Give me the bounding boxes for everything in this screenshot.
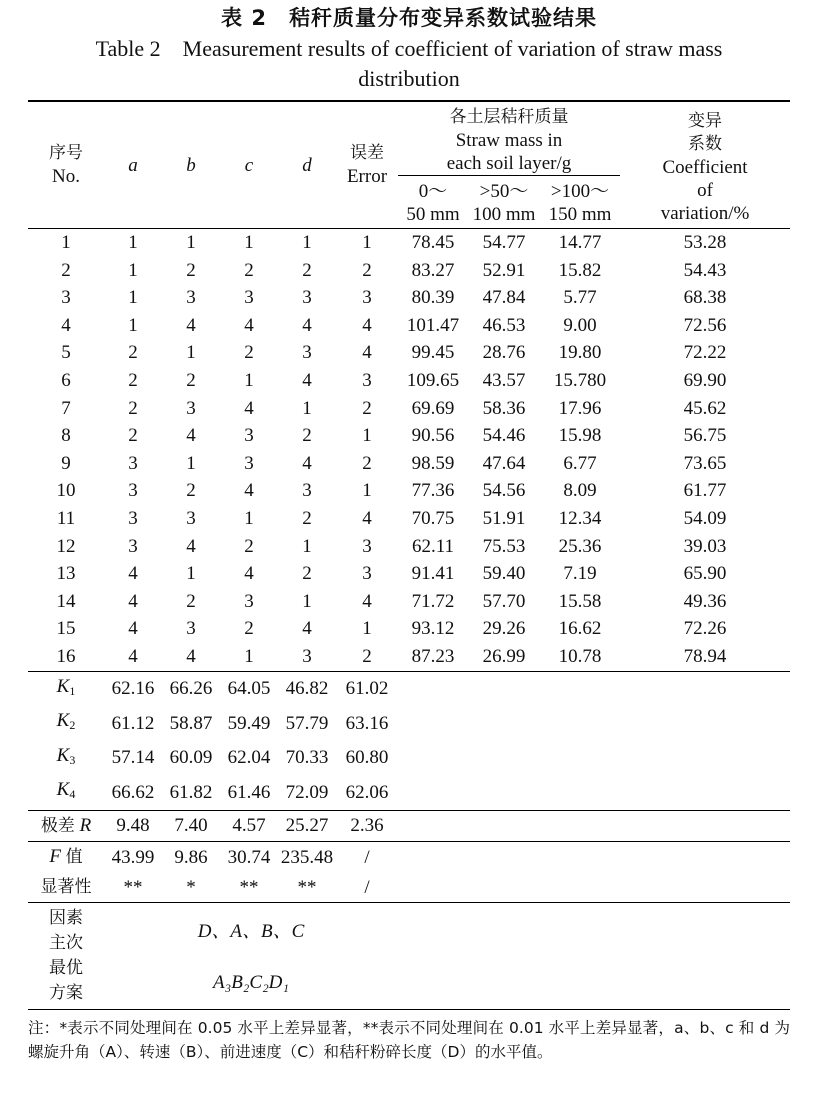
table-cell: 13 <box>56 563 76 585</box>
significance-row: 显著性 ** * ** ** / <box>28 873 790 903</box>
table-cell: 3 <box>302 287 312 309</box>
table-cell: 1 <box>362 232 372 253</box>
table-cell: 4 <box>186 535 196 557</box>
table-cell: 4 <box>128 563 138 585</box>
table-cell: 17.96 <box>558 397 602 419</box>
table-cell: 101.47 <box>406 314 460 336</box>
table-cell: 45.62 <box>683 397 727 419</box>
table-cell: 28.76 <box>482 342 526 364</box>
table-cell: 54.46 <box>482 425 526 447</box>
table-cell: 1 <box>362 480 372 502</box>
table-cell: 4 <box>244 563 254 585</box>
table-cell: 4 <box>128 645 138 667</box>
table-cell: 3 <box>128 480 138 502</box>
k-value: 66.26 <box>169 678 213 699</box>
table-cell: 2 <box>186 259 196 281</box>
table-cell: 72.56 <box>683 314 727 336</box>
table-cell: 14 <box>56 590 76 612</box>
table-cell: 1 <box>362 425 372 447</box>
table-cell: 3 <box>244 287 254 309</box>
table-cell: 2 <box>244 535 254 557</box>
table-cell: 15 <box>56 618 76 640</box>
table-cell: 1 <box>186 563 196 585</box>
table-cell: 3 <box>186 397 196 419</box>
table-cell: 2 <box>244 259 254 281</box>
data-rows <box>28 229 790 672</box>
table-cell: 4 <box>244 397 254 419</box>
k-value: 64.05 <box>227 678 271 699</box>
table-cell: 7.19 <box>563 563 597 585</box>
table-cell: 75.53 <box>482 535 526 557</box>
k-value: 62.04 <box>227 747 271 768</box>
table-cell: 3 <box>128 452 138 474</box>
optimal-scheme-row: 最优 方案 A₃B₂C₂D₁ <box>28 956 790 1010</box>
table-row <box>28 615 790 643</box>
table-cell: 1 <box>244 369 254 391</box>
factor-order-row: 因素 主次 D、A、B、C <box>28 903 790 957</box>
table-cell: 1 <box>244 645 254 667</box>
table-cell: 26.99 <box>482 645 526 667</box>
table-cell: 4 <box>186 314 196 336</box>
table-cell: 2 <box>302 507 312 529</box>
table-cell: 4 <box>302 314 312 336</box>
table-cell: 25.36 <box>558 535 602 557</box>
table-cell: 65.90 <box>683 563 727 585</box>
table-cell: 14.77 <box>558 232 602 253</box>
table-cell: 2 <box>302 259 312 281</box>
table-cell: 4 <box>244 314 254 336</box>
table-cell: 78.45 <box>411 232 455 253</box>
table-cell: 78.94 <box>683 645 727 667</box>
table-cell: 58.36 <box>482 397 526 419</box>
table-cell: 1 <box>302 535 312 557</box>
table-cell: 3 <box>61 287 71 309</box>
table-cell: 2 <box>362 452 372 474</box>
k-value: 62.06 <box>345 781 389 803</box>
k-row <box>28 706 790 741</box>
table-row <box>28 533 790 561</box>
table-cell: 15.780 <box>553 369 607 391</box>
table-cell: 2 <box>128 342 138 364</box>
table-cell: 4 <box>302 369 312 391</box>
table-cell: 59.40 <box>482 563 526 585</box>
table-cell: 3 <box>186 618 196 640</box>
table-cell: 2 <box>186 590 196 612</box>
table-row <box>28 643 790 671</box>
table-cell: 10.78 <box>558 645 602 667</box>
table-cell: 1 <box>61 232 71 253</box>
table-row <box>28 312 790 340</box>
factor-order-value: D、A、B、C <box>197 921 305 942</box>
table-cell: 90.56 <box>411 425 455 447</box>
header-c: c <box>244 154 254 176</box>
table-cell: 68.38 <box>683 287 727 309</box>
table-cell: 1 <box>302 232 312 253</box>
k-row <box>28 741 790 776</box>
table-cell: 98.59 <box>411 452 455 474</box>
table-cell: 3 <box>302 480 312 502</box>
table-cell: 15.82 <box>558 259 602 281</box>
table-cell: 56.75 <box>683 425 727 447</box>
table-cell: 72.22 <box>683 342 727 364</box>
table-row <box>28 284 790 312</box>
header-straw-mass: 各土层秸秆质量 Straw mass in each soil layer/g <box>398 101 620 176</box>
table-cell: 69.90 <box>683 369 727 391</box>
k-value: 60.09 <box>169 747 213 768</box>
table-cell: 4 <box>61 314 71 336</box>
table-cell: 3 <box>362 287 372 309</box>
table-cell: 1 <box>362 618 372 640</box>
k-value: 61.82 <box>169 781 213 803</box>
table-cell: 49.36 <box>683 590 727 612</box>
k-label: $K_4$ <box>56 779 76 801</box>
header-b: b <box>186 154 196 176</box>
table-cell: 8 <box>61 425 71 447</box>
table-cell: 3 <box>362 369 372 391</box>
table-cell: 2 <box>302 425 312 447</box>
k-value: 61.12 <box>111 712 155 734</box>
table-cell: 39.03 <box>683 535 727 557</box>
header-d: d <box>302 154 312 176</box>
optimal-scheme-value: A₃B₂C₂D₁ <box>212 971 290 993</box>
table-cell: 12.34 <box>558 507 602 529</box>
table-cell: 8.09 <box>563 480 597 502</box>
k-value: 61.02 <box>345 678 389 699</box>
table-cell: 4 <box>128 590 138 612</box>
k-row <box>28 671 790 706</box>
table-row <box>28 257 790 285</box>
table-cell: 4 <box>128 618 138 640</box>
table-cell: 10 <box>56 480 76 502</box>
table-cell: 62.11 <box>411 535 455 557</box>
table-cell: 1 <box>128 314 138 336</box>
k-value: 63.16 <box>345 712 389 734</box>
table-cell: 6.77 <box>563 452 597 474</box>
f-value-row: F 值 43.99 9.86 30.74 235.48 / <box>49 846 370 868</box>
table-cell: 7 <box>61 397 71 419</box>
table-row <box>28 477 790 505</box>
table-cell: 2 <box>128 397 138 419</box>
header-error: 误差 Error <box>346 143 388 187</box>
table-cell: 9 <box>61 452 71 474</box>
table-title-cn: 表 2 秸秆质量分布变异系数试验结果 <box>221 6 597 30</box>
header-layer-3: >100～ 150 mm <box>548 181 612 225</box>
table-row <box>28 505 790 533</box>
table-cell: 3 <box>302 342 312 364</box>
table-cell: 5 <box>61 342 71 364</box>
table-title-en: Table 2 Measurement results of coefficient of variation of straw mass distribution <box>95 36 723 91</box>
table-cell: 4 <box>362 507 372 529</box>
table-cell: 6 <box>61 369 71 391</box>
table-cell: 3 <box>302 645 312 667</box>
table-cell: 87.23 <box>411 645 455 667</box>
table-cell: 61.77 <box>683 480 727 502</box>
table-cell: 77.36 <box>411 480 455 502</box>
table-cell: 46.53 <box>482 314 526 336</box>
k-value: 46.82 <box>285 678 329 699</box>
k-value: 61.46 <box>227 781 271 803</box>
k-value: 60.80 <box>345 747 389 768</box>
k-value: 58.87 <box>169 712 213 734</box>
table-cell: 54.77 <box>482 232 526 253</box>
table-row <box>28 422 790 450</box>
table-cell: 5.77 <box>563 287 597 309</box>
table-cell: 54.56 <box>482 480 526 502</box>
table-cell: 3 <box>186 287 196 309</box>
header-layer-2: >50～ 100 mm <box>472 181 536 225</box>
k-value: 70.33 <box>285 747 329 768</box>
table-cell: 2 <box>302 563 312 585</box>
header-layer-1: 0～ 50 mm <box>406 181 460 225</box>
table-cell: 29.26 <box>482 618 526 640</box>
table-cell: 4 <box>302 618 312 640</box>
table-cell: 2 <box>186 480 196 502</box>
table-cell: 3 <box>244 425 254 447</box>
table-cell: 70.75 <box>411 507 455 529</box>
table-cell: 19.80 <box>558 342 602 364</box>
table-row <box>28 339 790 367</box>
table-cell: 2 <box>128 369 138 391</box>
k-value: 59.49 <box>227 712 271 734</box>
k-row <box>28 775 790 810</box>
k-value: 57.14 <box>111 747 155 768</box>
k-label: $K_2$ <box>56 710 76 732</box>
table-cell: 4 <box>244 480 254 502</box>
table-cell: 2 <box>362 259 372 281</box>
table-cell: 52.91 <box>482 259 526 281</box>
table-cell: 4 <box>302 452 312 474</box>
table-cell: 3 <box>186 507 196 529</box>
table-cell: 71.72 <box>411 590 455 612</box>
k-value: 66.62 <box>111 781 155 803</box>
header-no: 序号 No. <box>49 143 83 187</box>
table-cell: 4 <box>362 342 372 364</box>
table-cell: 1 <box>244 507 254 529</box>
table-cell: 3 <box>244 452 254 474</box>
table-cell: 47.64 <box>482 452 526 474</box>
table-cell: 57.70 <box>482 590 526 612</box>
stats-rows <box>28 810 790 1010</box>
k-value: 57.79 <box>285 712 329 734</box>
table-cell: 91.41 <box>411 563 455 585</box>
table-row <box>28 229 790 257</box>
k-value: 72.09 <box>285 781 329 803</box>
table-cell: 1 <box>128 287 138 309</box>
table-cell: 4 <box>186 425 196 447</box>
table-cell: 1 <box>186 342 196 364</box>
table-cell: 15.58 <box>558 590 602 612</box>
table-cell: 3 <box>362 563 372 585</box>
table-cell: 4 <box>362 590 372 612</box>
table-cell: 2 <box>362 645 372 667</box>
table-cell: 99.45 <box>411 342 455 364</box>
table-note: 注：*表示不同处理间在 0.05 水平上差异显著，**表示不同处理间在 0.01 水平上差异显著，a、b、c 和 d 为螺旋升角（A）、转速（B）、前进速度（C）和秸秆粉碎长度（D）的水平值。 <box>28 1019 790 1061</box>
table-cell: 93.12 <box>411 618 455 640</box>
table-cell: 43.57 <box>482 369 526 391</box>
table-cell: 2 <box>244 342 254 364</box>
table-cell: 47.84 <box>482 287 526 309</box>
table-cell: 2 <box>244 618 254 640</box>
header-a: a <box>128 154 138 176</box>
table-cell: 3 <box>128 507 138 529</box>
table-cell: 2 <box>362 397 372 419</box>
table-cell: 16 <box>56 645 76 667</box>
table-cell: 53.28 <box>683 232 727 253</box>
table-cell: 51.91 <box>482 507 526 529</box>
table-cell: 4 <box>362 314 372 336</box>
table-row <box>28 588 790 616</box>
table-row <box>28 367 790 395</box>
table-cell: 72.26 <box>683 618 727 640</box>
table-cell: 54.09 <box>683 507 727 529</box>
header-cv: 变异 系数 Coefficient of variation/% <box>660 110 750 224</box>
table-cell: 12 <box>56 535 76 557</box>
table-cell: 1 <box>186 232 196 253</box>
table-cell: 9.00 <box>563 314 597 336</box>
table-cell: 4 <box>186 645 196 667</box>
table-header <box>28 101 790 229</box>
table-cell: 1 <box>128 232 138 253</box>
range-row: 极差 R 9.48 7.40 4.57 25.27 2.36 <box>28 810 790 842</box>
results-table <box>28 100 790 1010</box>
k-value: 62.16 <box>111 678 155 699</box>
table-cell: 2 <box>61 259 71 281</box>
table-cell: 3 <box>362 535 372 557</box>
table-cell: 1 <box>302 590 312 612</box>
table-cell: 1 <box>244 232 254 253</box>
table-cell: 54.43 <box>683 259 727 281</box>
table-row <box>28 560 790 588</box>
table-row <box>28 450 790 478</box>
table-figure <box>28 0 790 1064</box>
table-cell: 2 <box>128 425 138 447</box>
table-cell: 1 <box>302 397 312 419</box>
table-cell: 16.62 <box>558 618 602 640</box>
table-cell: 69.69 <box>411 397 455 419</box>
table-cell: 73.65 <box>683 452 727 474</box>
table-cell: 109.65 <box>406 369 460 391</box>
table-row <box>28 395 790 423</box>
table-cell: 2 <box>186 369 196 391</box>
table-cell: 83.27 <box>411 259 455 281</box>
table-cell: 11 <box>56 507 76 529</box>
table-cell: 1 <box>128 259 138 281</box>
k-rows <box>28 671 790 810</box>
table-cell: 15.98 <box>558 425 602 447</box>
table-cell: 80.39 <box>411 287 455 309</box>
table-cell: 3 <box>244 590 254 612</box>
k-label: $K_3$ <box>56 744 76 767</box>
table-cell: 3 <box>128 535 138 557</box>
table-cell: 1 <box>186 452 196 474</box>
k-label: $K_1$ <box>56 675 76 698</box>
